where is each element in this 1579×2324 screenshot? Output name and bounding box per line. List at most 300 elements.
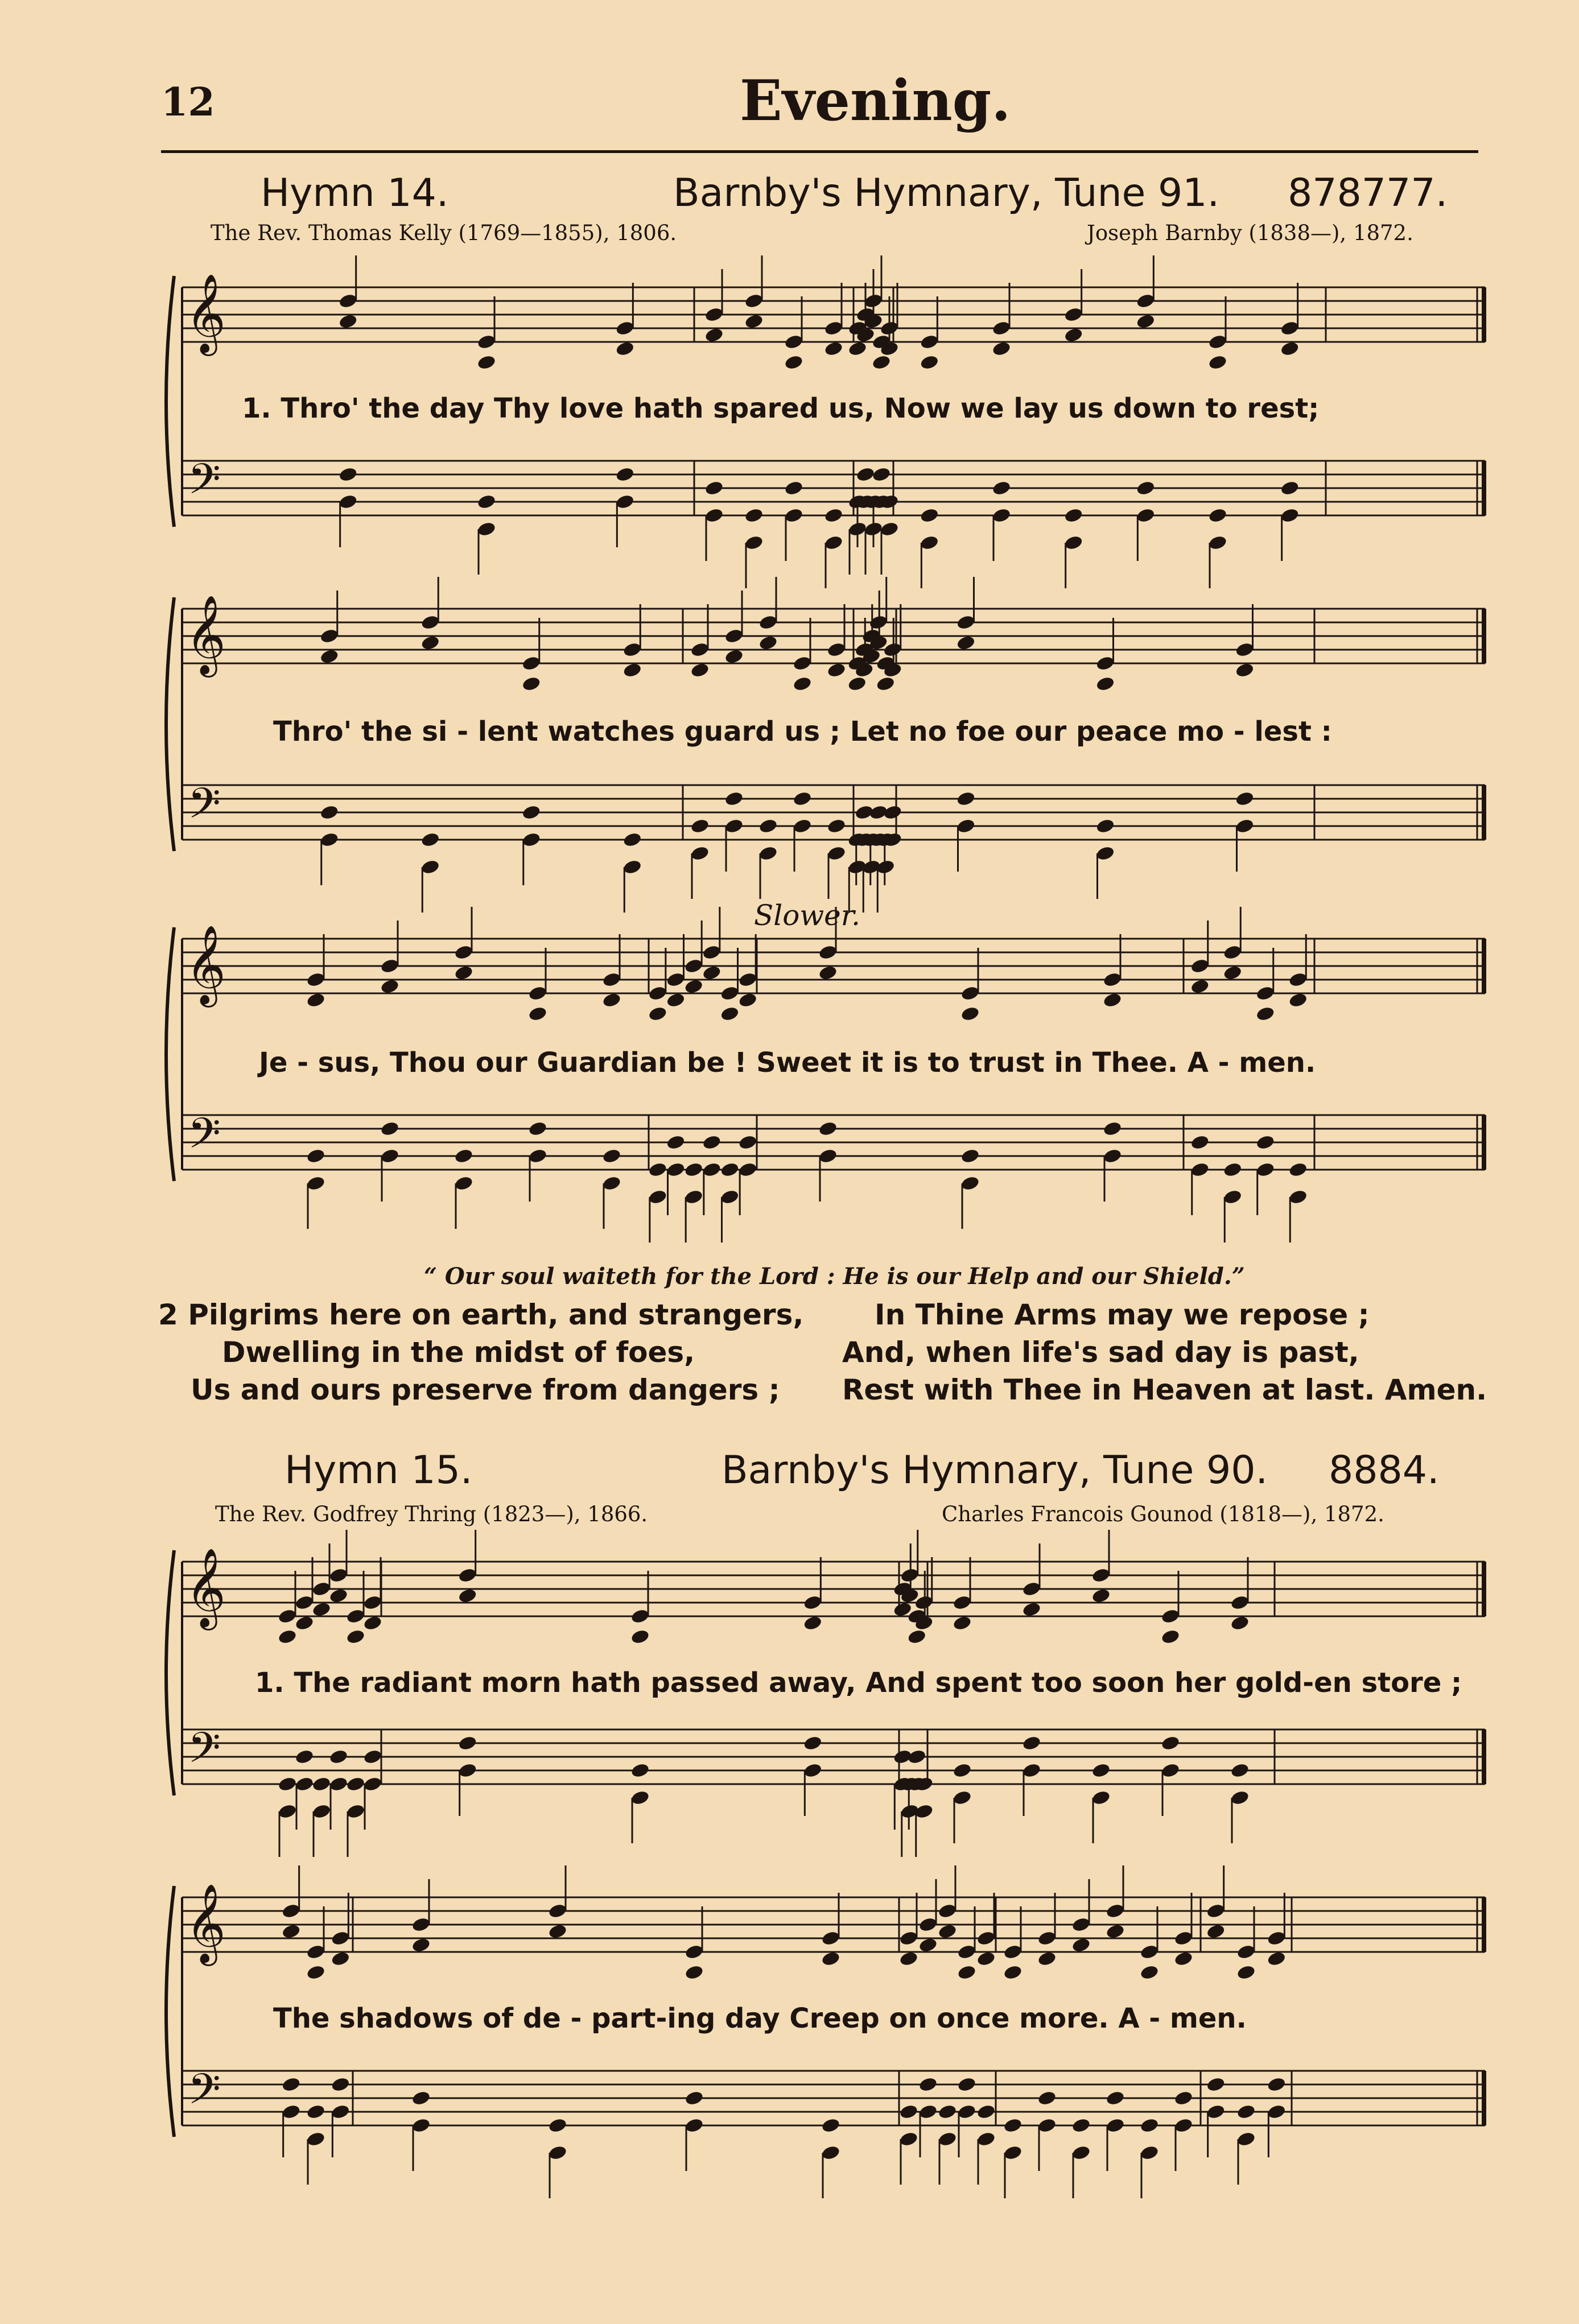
note-head [666, 1161, 686, 1178]
bass-clef-icon: 𝄢 [188, 2065, 221, 2124]
note-head [1223, 944, 1243, 960]
note-head [1255, 1134, 1275, 1150]
note-head [914, 1803, 934, 1819]
note-head [920, 354, 939, 370]
note-head [454, 964, 473, 981]
note-head [704, 327, 724, 343]
note-head [630, 1628, 650, 1645]
note-head [876, 675, 896, 692]
note-head [1071, 1937, 1091, 1953]
note-head [863, 292, 883, 309]
note-head [758, 818, 778, 834]
note-head [879, 521, 899, 537]
note-head [1136, 480, 1156, 496]
tempo-mark: Slower. [754, 899, 861, 932]
note-head [1267, 2103, 1287, 2120]
note-head [1071, 1916, 1091, 1933]
note-head [362, 1615, 382, 1631]
note-head [420, 634, 440, 651]
bass-clef-icon: 𝄢 [188, 1723, 221, 1783]
note-head [826, 641, 846, 658]
note-head [818, 964, 838, 981]
note-head [630, 1789, 650, 1806]
note-head [821, 1930, 840, 1946]
note-head [821, 2117, 840, 2133]
note-head [937, 2103, 957, 2120]
note-head [702, 964, 722, 981]
note-head [527, 1120, 547, 1137]
note-head [1139, 2117, 1159, 2133]
note-head [476, 354, 496, 370]
note-head [338, 292, 358, 309]
note-head [823, 320, 843, 336]
note-head [1095, 818, 1115, 834]
note-head [1280, 480, 1300, 496]
note-head [1206, 1902, 1226, 1919]
note-head [1003, 2144, 1023, 2161]
note-head [1288, 1188, 1308, 1205]
note-head [1063, 507, 1083, 523]
hymn14-meter: 878777. [1288, 171, 1448, 216]
note-head [792, 675, 812, 692]
note-head [277, 1803, 297, 1819]
note-head [1206, 2076, 1226, 2092]
note-head [362, 1594, 382, 1611]
note-head [521, 831, 541, 848]
note-head [294, 1594, 314, 1611]
note-head [338, 466, 358, 482]
note-head [898, 1950, 918, 1967]
note-head [960, 1147, 980, 1164]
note-head [744, 534, 764, 551]
note-head [1037, 2090, 1057, 2106]
note-head [690, 818, 710, 834]
note-head [792, 818, 812, 834]
note-head [937, 1902, 957, 1919]
note-head [1255, 985, 1275, 1001]
note-head [1139, 2144, 1159, 2161]
hymn15-author: The Rev. Godfrey Thring (1823—), 1866. [215, 1502, 648, 1526]
note-head [1063, 534, 1083, 551]
note-head [277, 1776, 297, 1792]
note-head [411, 1916, 431, 1933]
note-head [823, 507, 843, 523]
note-head [744, 313, 764, 329]
note-head [1071, 2144, 1091, 2161]
note-head [281, 2076, 301, 2092]
note-head [457, 1762, 477, 1778]
note-head [1173, 2117, 1193, 2133]
note-head [331, 1950, 351, 1967]
treble-clef-icon: 𝄞 [185, 595, 226, 674]
note-head [956, 790, 976, 807]
note-head [976, 1930, 996, 1946]
note-head [704, 306, 724, 323]
note-head [684, 957, 704, 974]
note-head [411, 2117, 431, 2133]
note-head [630, 1762, 650, 1778]
note-head [1230, 1762, 1250, 1778]
bass-clef-icon: 𝄢 [188, 779, 221, 839]
system-brace [166, 597, 174, 851]
note-head [898, 1930, 918, 1946]
note-head [976, 2103, 996, 2120]
note-head [457, 1567, 477, 1583]
treble-clef-icon: 𝄞 [185, 274, 226, 353]
note-head [991, 320, 1011, 336]
note-head [738, 971, 758, 988]
note-head [956, 818, 976, 834]
note-head [847, 675, 867, 692]
note-head [918, 2076, 938, 2092]
note-head [1136, 507, 1156, 523]
note-head [630, 1608, 650, 1624]
note-head [294, 1776, 314, 1792]
note-head [454, 1147, 473, 1164]
note-head [952, 1762, 972, 1778]
verse-line: Us and ours preserve from dangers ; [191, 1373, 780, 1406]
note-head [1236, 2103, 1256, 2120]
note-head [960, 985, 980, 1001]
treble-clef-icon: 𝄞 [185, 1548, 226, 1627]
note-head [792, 790, 812, 807]
note-head [957, 1964, 976, 1980]
note-head [311, 1601, 331, 1617]
note-head [724, 628, 744, 644]
note-head [1063, 306, 1083, 323]
note-head [411, 1937, 431, 1953]
note-head [454, 1175, 473, 1191]
note-head [476, 333, 496, 350]
note-head [684, 1943, 704, 1960]
note-head [1223, 1188, 1243, 1205]
note-head [818, 944, 838, 960]
note-head [380, 1120, 399, 1137]
note-head [1003, 2117, 1023, 2133]
note-head [454, 944, 473, 960]
note-head [991, 340, 1011, 357]
note-head [1236, 2131, 1256, 2147]
system-brace [166, 927, 174, 1181]
note-head [821, 1950, 840, 1967]
note-head [1102, 971, 1122, 988]
note-head [306, 1147, 325, 1164]
verse-line: In Thine Arms may we repose ; [875, 1298, 1370, 1331]
note-head [907, 1748, 927, 1765]
note-head [345, 1776, 365, 1792]
note-head [521, 675, 541, 692]
note-head [1267, 2076, 1287, 2092]
note-head [738, 1161, 758, 1178]
system-brace [166, 1550, 174, 1795]
note-head [306, 1943, 325, 1960]
note-head [277, 1628, 297, 1645]
note-head [547, 2117, 567, 2133]
note-head [1207, 534, 1227, 551]
note-head [818, 1120, 838, 1137]
note-head [991, 507, 1011, 523]
note-head [648, 985, 667, 1001]
note-head [328, 1567, 348, 1583]
note-head [684, 1964, 704, 1980]
note-head [952, 1615, 972, 1631]
note-head [920, 507, 939, 523]
note-head [1105, 2117, 1125, 2133]
note-head [281, 2103, 301, 2120]
note-head [957, 2103, 976, 2120]
hymn15-tune: Barnby's Hymnary, Tune 90. [722, 1448, 1268, 1493]
verse-line: Rest with Thee in Heaven at last. Amen. [842, 1373, 1487, 1406]
note-head [648, 1188, 667, 1205]
note-head [784, 354, 803, 370]
note-head [319, 648, 339, 664]
verse-line: 2 Pilgrims here on earth, and strangers, [158, 1298, 804, 1331]
note-head [1091, 1587, 1111, 1604]
hymn14-title: Hymn 14. [261, 171, 449, 216]
note-head [1255, 1161, 1275, 1178]
note-head [1136, 313, 1156, 329]
hymn14-lyric-line-1: 1. Thro' the day Thy love hath spared us, Now we lay us down to rest; [242, 393, 1320, 424]
note-head [294, 1615, 314, 1631]
note-head [937, 1923, 957, 1939]
note-head [684, 1161, 704, 1178]
hymn14-composer: Joseph Barnby (1838—), 1872. [1087, 221, 1413, 245]
note-head [937, 2131, 957, 2147]
note-head [1102, 1147, 1122, 1164]
note-head [744, 292, 764, 309]
note-head [871, 354, 891, 370]
note-head [331, 1930, 351, 1946]
note-head [957, 2076, 976, 2092]
note-head [319, 804, 339, 820]
note-head [720, 1188, 740, 1205]
note-head [803, 1615, 823, 1631]
note-head [1236, 1964, 1256, 1980]
note-head [1091, 1762, 1111, 1778]
note-head [918, 2103, 938, 2120]
note-head [666, 971, 686, 988]
note-head [1280, 320, 1300, 336]
note-head [1235, 662, 1255, 678]
note-head [758, 634, 778, 651]
note-head [792, 655, 812, 671]
note-head [1063, 327, 1083, 343]
note-head [1095, 675, 1115, 692]
running-title: Evening. [740, 68, 1011, 134]
note-head [956, 634, 976, 651]
note-head [1267, 1950, 1287, 1967]
note-head [331, 2076, 351, 2092]
note-head [380, 978, 399, 994]
note-head [952, 1594, 972, 1611]
system-brace [166, 276, 174, 527]
note-head [826, 662, 846, 678]
note-head [1235, 790, 1255, 807]
note-head [720, 1005, 740, 1022]
note-head [345, 1628, 365, 1645]
note-head [976, 2131, 996, 2147]
note-head [345, 1803, 365, 1819]
note-head [338, 493, 358, 510]
note-head [957, 1943, 976, 1960]
note-head [1206, 2103, 1226, 2120]
note-head [1267, 1930, 1287, 1946]
hymn14-author: The Rev. Thomas Kelly (1769—1855), 1806. [211, 221, 677, 245]
note-head [411, 2090, 431, 2106]
note-head [1280, 507, 1300, 523]
note-head [758, 614, 778, 630]
note-head [1280, 340, 1300, 357]
note-head [622, 831, 642, 848]
note-head [1021, 1762, 1041, 1778]
note-head [956, 614, 976, 630]
note-head [615, 340, 635, 357]
note-head [1190, 1134, 1210, 1150]
note-head [1105, 1902, 1125, 1919]
note-head [920, 333, 939, 350]
bass-clef-icon: 𝄢 [188, 1109, 221, 1169]
note-head [1223, 964, 1243, 981]
note-head [311, 1803, 331, 1819]
note-head [855, 466, 875, 482]
note-head [380, 957, 399, 974]
note-head [818, 1147, 838, 1164]
note-head [615, 320, 635, 336]
note-head [1160, 1735, 1180, 1751]
note-head [1095, 655, 1115, 671]
note-head [1105, 1923, 1125, 1939]
note-head [306, 1175, 325, 1191]
note-head [720, 985, 740, 1001]
note-head [281, 1902, 301, 1919]
note-head [690, 641, 710, 658]
hymn15-composer: Charles Francois Gounod (1818—), 1872. [942, 1502, 1384, 1526]
note-head [684, 978, 704, 994]
note-head [311, 1580, 331, 1597]
note-head [690, 845, 710, 861]
note-head [331, 2103, 351, 2120]
note-head [1207, 507, 1227, 523]
note-head [1037, 1930, 1057, 1946]
note-head [1139, 1964, 1159, 1980]
note-head [1230, 1594, 1250, 1611]
note-head [1190, 1161, 1210, 1178]
note-head [601, 971, 621, 988]
note-head [1288, 971, 1308, 988]
hymn14-verse2-right [842, 1296, 1487, 1409]
note-head [380, 1147, 399, 1164]
note-head [1102, 1120, 1122, 1137]
note-head [420, 614, 440, 630]
note-head [690, 662, 710, 678]
note-head [648, 1161, 667, 1178]
note-head [821, 2144, 840, 2161]
note-head [1037, 1950, 1057, 1967]
note-head [1021, 1580, 1041, 1597]
note-head [1037, 2117, 1057, 2133]
note-head [281, 1923, 301, 1939]
note-head [1173, 1950, 1193, 1967]
note-head [601, 1175, 621, 1191]
hymn14-lyric-line-3: Je - sus, Thou our Guardian be ! Sweet it is to trust in Thee. A - men. [259, 1047, 1316, 1079]
note-head [724, 648, 744, 664]
note-head [918, 1937, 938, 1953]
note-head [420, 831, 440, 848]
note-head [744, 507, 764, 523]
note-head [294, 1748, 314, 1765]
note-head [1230, 1789, 1250, 1806]
note-head [306, 992, 325, 1008]
note-head [702, 1161, 722, 1178]
note-head [952, 1789, 972, 1806]
note-head [277, 1608, 297, 1624]
note-head [826, 818, 846, 834]
hymn14-lyric-line-2: Thro' the si - lent watches guard us ; Let no foe our peace mo - lest : [273, 716, 1332, 748]
note-head [1230, 1615, 1250, 1631]
note-head [362, 1776, 382, 1792]
note-head [306, 2131, 325, 2147]
note-head [622, 662, 642, 678]
note-head [547, 1923, 567, 1939]
verse-line: And, when life's sad day is past, [842, 1336, 1359, 1369]
system-brace [166, 1886, 174, 2137]
note-head [1288, 1161, 1308, 1178]
hymn14-epigraph: “ Our soul waiteth for the Lord : He is our Help and our Shield.” [424, 1263, 1245, 1290]
hymn15-title: Hymn 15. [285, 1448, 473, 1493]
note-head [547, 1902, 567, 1919]
note-head [704, 480, 724, 496]
note-head [1223, 1161, 1243, 1178]
note-head [704, 507, 724, 523]
note-head [1136, 292, 1156, 309]
note-head [1206, 1923, 1226, 1939]
note-head [622, 641, 642, 658]
note-head [702, 1134, 722, 1150]
hymn14-verse2-left [158, 1296, 803, 1409]
page-number: 12 [161, 80, 215, 125]
note-head [879, 320, 899, 336]
note-head [457, 1735, 477, 1751]
hymn15-meter: 8884. [1329, 1448, 1440, 1493]
note-head [615, 493, 635, 510]
note-head [527, 985, 547, 1001]
note-head [1102, 992, 1122, 1008]
note-head [476, 521, 496, 537]
note-head [306, 2103, 325, 2120]
note-head [1160, 1608, 1180, 1624]
note-head [724, 790, 744, 807]
note-head [1255, 1005, 1275, 1022]
note-head [311, 1776, 331, 1792]
note-head [420, 858, 440, 875]
note-head [1173, 2090, 1193, 2106]
note-head [1288, 992, 1308, 1008]
note-head [1235, 641, 1255, 658]
note-head [847, 340, 867, 357]
note-head [306, 1964, 325, 1980]
note-head [702, 944, 722, 960]
note-head [724, 818, 744, 834]
note-head [319, 831, 339, 848]
note-head [758, 845, 778, 861]
note-head [328, 1587, 348, 1604]
note-head [784, 333, 803, 350]
note-head [1003, 1943, 1023, 1960]
note-head [898, 2103, 918, 2120]
note-head [900, 1567, 920, 1583]
note-head [1095, 845, 1115, 861]
note-head [319, 628, 339, 644]
